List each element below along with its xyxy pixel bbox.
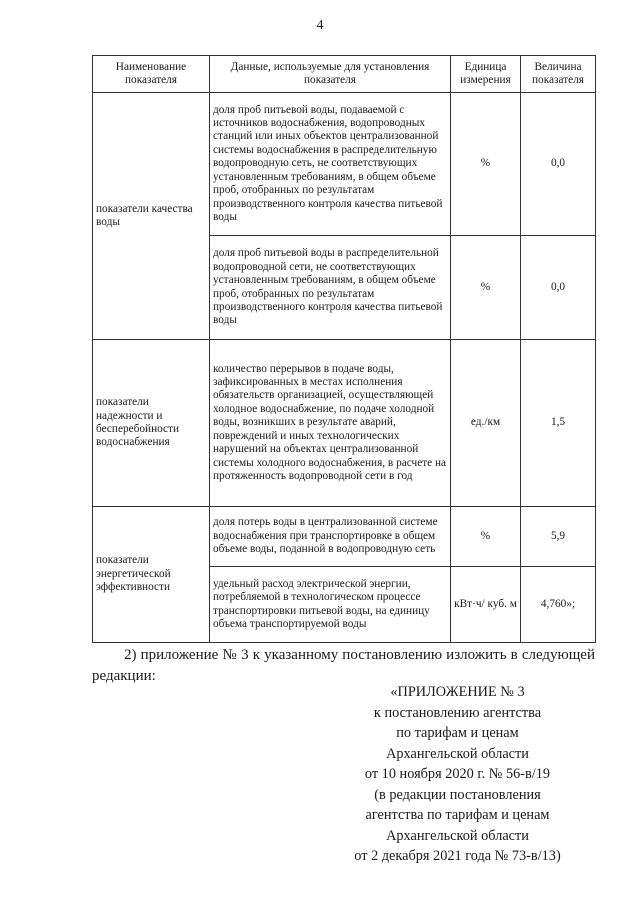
appendix-line: (в редакции постановления: [374, 786, 541, 803]
paragraph-text: 2) приложение № 3 к указанному постановлению изложить в следующей редакции:: [92, 647, 595, 684]
row-value: 4,760»;: [521, 567, 596, 643]
appendix-header: [330, 682, 585, 867]
appendix-line: от 2 декабря 2021 года № 73-в/13): [354, 848, 561, 864]
appendix-line: по тарифам и ценам: [396, 725, 519, 741]
row-value: 1,5: [521, 340, 596, 507]
table-row: [93, 507, 596, 567]
group-name-reliability: показатели надежности и бесперебойности водоснабжения: [93, 340, 210, 507]
header-data: Данные, используемые для установления показателя: [210, 56, 451, 93]
appendix-line: «ПРИЛОЖЕНИЕ № 3: [390, 684, 525, 700]
group-name-efficiency: показатели энергетической эффективности: [93, 507, 210, 643]
table-row: [93, 93, 596, 236]
group-name-quality: показатели качества воды: [93, 93, 210, 340]
row-unit: %: [451, 93, 521, 236]
appendix-line: от 10 ноября 2020 г. № 56-в/19: [364, 766, 551, 782]
row-description: удельный расход электрической энергии, потребляемой в технологическом процессе транспортировки питьевой воды, на единицу объема транспортируемой воды: [210, 567, 451, 643]
row-value: 0,0: [521, 236, 596, 340]
row-value: 0,0: [521, 93, 596, 236]
row-unit: кВт·ч/ куб. м: [451, 567, 521, 643]
row-description: доля проб питьевой воды в распределительной водопроводной сети, не соответствующих установленным требованиям, в общем объеме проб, отобранных по результатам производственного контроля качества питьевой воды: [210, 236, 451, 340]
page-number: 4: [316, 18, 324, 33]
row-unit: ед./км: [451, 340, 521, 507]
row-description: количество перерывов в подаче воды, зафиксированных в местах исполнения обязательств организацией, осуществляющей холодное водоснабжение, по подаче холодной воды, возникших в результате аварий, повреждений и иных технологических нарушений на объектах централизованной системы холодного водоснабжения, в расчете на протяженность водопроводной сети в год: [210, 340, 451, 507]
row-value: 5,9: [521, 507, 596, 567]
header-value: Величина показателя: [521, 56, 596, 93]
header-name: Наименование показателя: [93, 56, 210, 93]
amendment-paragraph: [92, 645, 595, 687]
row-unit: %: [451, 507, 521, 567]
row-description: доля проб питьевой воды, подаваемой с источников водоснабжения, водопроводных станций или иных объектов централизованной системы водоснабжения в распределительную водопроводную сеть, не соответствующих установленным требованиям, в общем объеме проб, отобранных по результатам производственного контроля качества питьевой воды: [210, 93, 451, 236]
appendix-line: Архангельской области: [386, 827, 529, 844]
appendix-line: к постановлению агентства: [373, 704, 542, 721]
appendix-line: агентства по тарифам и ценам: [365, 807, 550, 823]
indicators-table: [92, 55, 596, 643]
table-header-row: [93, 56, 596, 93]
row-description: доля потерь воды в централизованной системе водоснабжения при транспортировке в общем объеме воды, поданной в водопроводную сеть: [210, 507, 451, 567]
table-row: [93, 340, 596, 507]
header-unit: Единица измерения: [451, 56, 521, 93]
row-unit: %: [451, 236, 521, 340]
appendix-line: Архангельской области: [386, 745, 529, 762]
